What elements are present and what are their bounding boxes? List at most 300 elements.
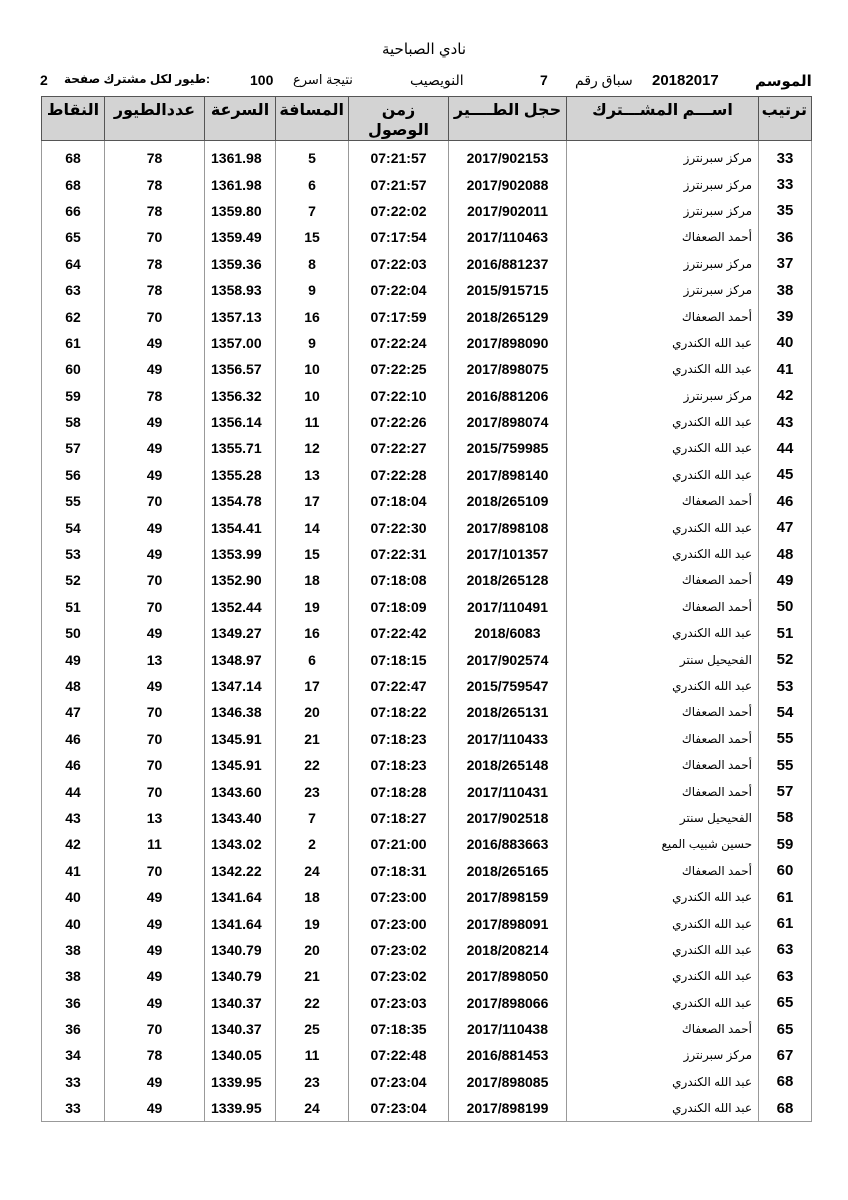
cell-ring-number: 2017/898074 — [449, 409, 567, 435]
cell-distance: 10 — [276, 356, 349, 382]
table-row — [42, 171, 812, 197]
cell-rank: 63 — [759, 937, 812, 963]
cell-arrival-time: 07:18:27 — [349, 805, 449, 831]
cell-speed: 1341.64 — [205, 910, 276, 936]
cell-ring-number: 2017/898075 — [449, 356, 567, 382]
cell-participant-name: مركز سبرنترز — [567, 1042, 759, 1068]
cell-points: 46 — [42, 726, 105, 752]
cell-speed: 1343.60 — [205, 778, 276, 804]
table-row — [42, 646, 812, 672]
cell-distance: 18 — [276, 884, 349, 910]
cell-distance: 2 — [276, 831, 349, 857]
cell-speed: 1361.98 — [205, 171, 276, 197]
cell-bird-count: 49 — [105, 910, 205, 936]
cell-bird-count: 49 — [105, 1069, 205, 1095]
cell-distance: 7 — [276, 198, 349, 224]
cell-rank: 68 — [759, 1095, 812, 1122]
cell-points: 48 — [42, 673, 105, 699]
cell-points: 58 — [42, 409, 105, 435]
cell-distance: 17 — [276, 488, 349, 514]
cell-participant-name: عبد الله الكندري — [567, 1095, 759, 1122]
cell-participant-name: عبد الله الكندري — [567, 937, 759, 963]
cell-speed: 1339.95 — [205, 1095, 276, 1122]
cell-ring-number: 2018/6083 — [449, 620, 567, 646]
cell-ring-number: 2017/902153 — [449, 145, 567, 171]
cell-rank: 35 — [759, 198, 812, 224]
table-row — [42, 752, 812, 778]
cell-speed: 1359.80 — [205, 198, 276, 224]
table-row — [42, 251, 812, 277]
cell-arrival-time: 07:22:02 — [349, 198, 449, 224]
cell-bird-count: 49 — [105, 937, 205, 963]
cell-speed: 1342.22 — [205, 858, 276, 884]
cell-participant-name: عبد الله الكندري — [567, 409, 759, 435]
cell-participant-name: أحمد الصعفاك — [567, 303, 759, 329]
cell-distance: 17 — [276, 673, 349, 699]
results-body — [42, 145, 812, 1122]
cell-distance: 15 — [276, 224, 349, 250]
table-row — [42, 488, 812, 514]
cell-rank: 67 — [759, 1042, 812, 1068]
cell-distance: 22 — [276, 990, 349, 1016]
cell-arrival-time: 07:22:26 — [349, 409, 449, 435]
cell-distance: 19 — [276, 594, 349, 620]
cell-points: 60 — [42, 356, 105, 382]
table-row — [42, 858, 812, 884]
cell-ring-number: 2017/110433 — [449, 726, 567, 752]
cell-bird-count: 70 — [105, 567, 205, 593]
cell-ring-number: 2017/898199 — [449, 1095, 567, 1122]
cell-speed: 1354.41 — [205, 514, 276, 540]
cell-rank: 36 — [759, 224, 812, 250]
cell-arrival-time: 07:21:57 — [349, 145, 449, 171]
cell-bird-count: 70 — [105, 594, 205, 620]
cell-arrival-time: 07:23:00 — [349, 910, 449, 936]
cell-arrival-time: 07:18:15 — [349, 646, 449, 672]
cell-points: 51 — [42, 594, 105, 620]
cell-participant-name: مركز سبرنترز — [567, 251, 759, 277]
cell-ring-number: 2017/898108 — [449, 514, 567, 540]
cell-bird-count: 70 — [105, 726, 205, 752]
cell-speed: 1345.91 — [205, 726, 276, 752]
cell-arrival-time: 07:18:23 — [349, 726, 449, 752]
cell-speed: 1356.32 — [205, 383, 276, 409]
cell-ring-number: 2015/759547 — [449, 673, 567, 699]
cell-participant-name: عبد الله الكندري — [567, 1069, 759, 1095]
cell-ring-number: 2017/902088 — [449, 171, 567, 197]
cell-arrival-time: 07:22:24 — [349, 330, 449, 356]
cell-speed: 1354.78 — [205, 488, 276, 514]
cell-ring-number: 2017/902574 — [449, 646, 567, 672]
cell-distance: 5 — [276, 145, 349, 171]
cell-ring-number: 2017/110491 — [449, 594, 567, 620]
cell-distance: 21 — [276, 726, 349, 752]
cell-distance: 9 — [276, 277, 349, 303]
cell-speed: 1343.02 — [205, 831, 276, 857]
cell-bird-count: 70 — [105, 699, 205, 725]
table-row — [42, 567, 812, 593]
cell-arrival-time: 07:18:04 — [349, 488, 449, 514]
cell-distance: 23 — [276, 1069, 349, 1095]
cell-distance: 16 — [276, 620, 349, 646]
cell-bird-count: 11 — [105, 831, 205, 857]
table-row — [42, 224, 812, 250]
cell-ring-number: 2015/915715 — [449, 277, 567, 303]
cell-speed: 1359.36 — [205, 251, 276, 277]
cell-points: 65 — [42, 224, 105, 250]
cell-arrival-time: 07:22:27 — [349, 435, 449, 461]
table-row — [42, 1016, 812, 1042]
season-label: الموسم — [755, 73, 812, 90]
cell-bird-count: 49 — [105, 963, 205, 989]
cell-participant-name: عبد الله الكندري — [567, 963, 759, 989]
cell-participant-name: مركز سبرنترز — [567, 277, 759, 303]
cell-participant-name: أحمد الصعفاك — [567, 778, 759, 804]
cell-distance: 15 — [276, 541, 349, 567]
table-row — [42, 884, 812, 910]
cell-rank: 55 — [759, 752, 812, 778]
cell-rank: 65 — [759, 990, 812, 1016]
header-ring: حجل الطــــير — [449, 97, 567, 141]
cell-speed: 1340.05 — [205, 1042, 276, 1068]
cell-ring-number: 2018/265148 — [449, 752, 567, 778]
cell-speed: 1358.93 — [205, 277, 276, 303]
cell-ring-number: 2017/898140 — [449, 462, 567, 488]
cell-bird-count: 49 — [105, 541, 205, 567]
table-row — [42, 831, 812, 857]
cell-bird-count: 70 — [105, 778, 205, 804]
race-number: 7 — [540, 72, 548, 88]
cell-ring-number: 2017/898091 — [449, 910, 567, 936]
cell-points: 38 — [42, 937, 105, 963]
cell-participant-name: مركز سبرنترز — [567, 145, 759, 171]
cell-arrival-time: 07:22:25 — [349, 356, 449, 382]
cell-participant-name: الفحيحيل سنتر — [567, 646, 759, 672]
cell-distance: 20 — [276, 937, 349, 963]
cell-points: 61 — [42, 330, 105, 356]
cell-bird-count: 78 — [105, 251, 205, 277]
cell-arrival-time: 07:22:48 — [349, 1042, 449, 1068]
per-page-label: طيور لكل مشترك صفحة: — [64, 72, 210, 86]
cell-arrival-time: 07:22:31 — [349, 541, 449, 567]
results-table — [41, 96, 812, 1122]
cell-points: 52 — [42, 567, 105, 593]
cell-speed: 1353.99 — [205, 541, 276, 567]
cell-rank: 68 — [759, 1069, 812, 1095]
cell-points: 50 — [42, 620, 105, 646]
cell-ring-number: 2018/208214 — [449, 937, 567, 963]
cell-participant-name: مركز سبرنترز — [567, 383, 759, 409]
cell-distance: 11 — [276, 1042, 349, 1068]
cell-bird-count: 49 — [105, 356, 205, 382]
cell-bird-count: 13 — [105, 646, 205, 672]
cell-arrival-time: 07:23:04 — [349, 1095, 449, 1122]
cell-bird-count: 70 — [105, 488, 205, 514]
cell-rank: 45 — [759, 462, 812, 488]
cell-participant-name: مركز سبرنترز — [567, 171, 759, 197]
cell-arrival-time: 07:18:31 — [349, 858, 449, 884]
cell-rank: 52 — [759, 646, 812, 672]
cell-points: 46 — [42, 752, 105, 778]
cell-ring-number: 2016/881206 — [449, 383, 567, 409]
cell-ring-number: 2018/265129 — [449, 303, 567, 329]
cell-speed: 1357.00 — [205, 330, 276, 356]
table-row — [42, 409, 812, 435]
cell-rank: 48 — [759, 541, 812, 567]
cell-rank: 33 — [759, 171, 812, 197]
cell-speed: 1346.38 — [205, 699, 276, 725]
cell-speed: 1357.13 — [205, 303, 276, 329]
cell-participant-name: عبد الله الكندري — [567, 620, 759, 646]
table-row — [42, 620, 812, 646]
cell-ring-number: 2017/110431 — [449, 778, 567, 804]
cell-points: 40 — [42, 910, 105, 936]
cell-rank: 61 — [759, 884, 812, 910]
header-points: النقاط — [42, 97, 105, 141]
cell-arrival-time: 07:21:00 — [349, 831, 449, 857]
header-row — [42, 97, 812, 141]
cell-ring-number: 2018/265109 — [449, 488, 567, 514]
table-row — [42, 383, 812, 409]
cell-arrival-time: 07:22:10 — [349, 383, 449, 409]
cell-speed: 1356.14 — [205, 409, 276, 435]
cell-arrival-time: 07:23:00 — [349, 884, 449, 910]
cell-distance: 24 — [276, 858, 349, 884]
cell-rank: 60 — [759, 858, 812, 884]
cell-distance: 11 — [276, 409, 349, 435]
cell-bird-count: 49 — [105, 514, 205, 540]
cell-points: 66 — [42, 198, 105, 224]
per-page-value: 2 — [40, 72, 48, 88]
cell-rank: 53 — [759, 673, 812, 699]
cell-ring-number: 2018/265128 — [449, 567, 567, 593]
cell-arrival-time: 07:23:02 — [349, 963, 449, 989]
header-rank: ترتيب — [759, 97, 812, 141]
cell-bird-count: 70 — [105, 858, 205, 884]
cell-arrival-time: 07:22:04 — [349, 277, 449, 303]
cell-arrival-time: 07:18:09 — [349, 594, 449, 620]
cell-arrival-time: 07:22:42 — [349, 620, 449, 646]
table-row — [42, 514, 812, 540]
cell-points: 47 — [42, 699, 105, 725]
cell-distance: 16 — [276, 303, 349, 329]
cell-speed: 1352.90 — [205, 567, 276, 593]
cell-rank: 65 — [759, 1016, 812, 1042]
cell-rank: 61 — [759, 910, 812, 936]
cell-rank: 43 — [759, 409, 812, 435]
cell-points: 68 — [42, 171, 105, 197]
table-row — [42, 699, 812, 725]
cell-ring-number: 2015/759985 — [449, 435, 567, 461]
cell-arrival-time: 07:22:28 — [349, 462, 449, 488]
table-row — [42, 145, 812, 171]
cell-distance: 19 — [276, 910, 349, 936]
table-row — [42, 673, 812, 699]
cell-distance: 20 — [276, 699, 349, 725]
cell-bird-count: 13 — [105, 805, 205, 831]
cell-participant-name: عبد الله الكندري — [567, 435, 759, 461]
season-value: 20182017 — [652, 72, 719, 89]
cell-ring-number: 2017/110438 — [449, 1016, 567, 1042]
cell-rank: 63 — [759, 963, 812, 989]
cell-arrival-time: 07:22:47 — [349, 673, 449, 699]
cell-participant-name: أحمد الصعفاك — [567, 858, 759, 884]
cell-points: 36 — [42, 1016, 105, 1042]
cell-rank: 50 — [759, 594, 812, 620]
cell-points: 44 — [42, 778, 105, 804]
cell-bird-count: 78 — [105, 171, 205, 197]
cell-rank: 37 — [759, 251, 812, 277]
race-info-line — [40, 72, 810, 92]
cell-distance: 25 — [276, 1016, 349, 1042]
cell-participant-name: الفحيحيل سنتر — [567, 805, 759, 831]
cell-arrival-time: 07:18:08 — [349, 567, 449, 593]
cell-rank: 58 — [759, 805, 812, 831]
cell-distance: 6 — [276, 171, 349, 197]
cell-speed: 1359.49 — [205, 224, 276, 250]
cell-participant-name: عبد الله الكندري — [567, 990, 759, 1016]
cell-participant-name: حسين شبيب الميع — [567, 831, 759, 857]
cell-rank: 41 — [759, 356, 812, 382]
cell-speed: 1349.27 — [205, 620, 276, 646]
table-row — [42, 805, 812, 831]
cell-ring-number: 2016/881237 — [449, 251, 567, 277]
cell-bird-count: 78 — [105, 277, 205, 303]
table-row — [42, 541, 812, 567]
cell-distance: 10 — [276, 383, 349, 409]
cell-speed: 1341.64 — [205, 884, 276, 910]
cell-speed: 1356.57 — [205, 356, 276, 382]
location: النويصيب — [410, 72, 464, 88]
cell-participant-name: أحمد الصعفاك — [567, 752, 759, 778]
cell-ring-number: 2017/898066 — [449, 990, 567, 1016]
cell-points: 42 — [42, 831, 105, 857]
cell-points: 55 — [42, 488, 105, 514]
header-time: زمن الوصول — [349, 97, 449, 141]
cell-speed: 1340.79 — [205, 963, 276, 989]
cell-arrival-time: 07:18:22 — [349, 699, 449, 725]
result-value: 100 — [250, 72, 274, 88]
cell-points: 49 — [42, 646, 105, 672]
cell-rank: 40 — [759, 330, 812, 356]
cell-rank: 47 — [759, 514, 812, 540]
cell-points: 68 — [42, 145, 105, 171]
cell-participant-name: أحمد الصعفاك — [567, 567, 759, 593]
cell-speed: 1345.91 — [205, 752, 276, 778]
cell-speed: 1348.97 — [205, 646, 276, 672]
cell-distance: 18 — [276, 567, 349, 593]
table-row — [42, 1095, 812, 1122]
cell-ring-number: 2017/101357 — [449, 541, 567, 567]
cell-ring-number: 2017/110463 — [449, 224, 567, 250]
cell-participant-name: عبد الله الكندري — [567, 910, 759, 936]
cell-participant-name: عبد الله الكندري — [567, 356, 759, 382]
cell-arrival-time: 07:22:30 — [349, 514, 449, 540]
cell-distance: 6 — [276, 646, 349, 672]
cell-participant-name: مركز سبرنترز — [567, 198, 759, 224]
cell-ring-number: 2018/265165 — [449, 858, 567, 884]
cell-ring-number: 2017/902011 — [449, 198, 567, 224]
cell-points: 43 — [42, 805, 105, 831]
cell-points: 59 — [42, 383, 105, 409]
cell-distance: 8 — [276, 251, 349, 277]
cell-bird-count: 70 — [105, 224, 205, 250]
cell-distance: 12 — [276, 435, 349, 461]
cell-participant-name: عبد الله الكندري — [567, 884, 759, 910]
cell-ring-number: 2017/898050 — [449, 963, 567, 989]
cell-speed: 1340.37 — [205, 1016, 276, 1042]
cell-distance: 22 — [276, 752, 349, 778]
cell-rank: 33 — [759, 145, 812, 171]
cell-bird-count: 70 — [105, 752, 205, 778]
cell-speed: 1347.14 — [205, 673, 276, 699]
header-speed: السرعة — [205, 97, 276, 141]
cell-points: 38 — [42, 963, 105, 989]
cell-points: 41 — [42, 858, 105, 884]
cell-bird-count: 49 — [105, 884, 205, 910]
cell-points: 63 — [42, 277, 105, 303]
cell-points: 36 — [42, 990, 105, 1016]
cell-rank: 44 — [759, 435, 812, 461]
cell-points: 64 — [42, 251, 105, 277]
cell-arrival-time: 07:22:03 — [349, 251, 449, 277]
table-row — [42, 1042, 812, 1068]
table-row — [42, 303, 812, 329]
cell-speed: 1343.40 — [205, 805, 276, 831]
result-label: نتيجة اسرع — [293, 72, 353, 87]
cell-ring-number: 2017/902518 — [449, 805, 567, 831]
cell-participant-name: عبد الله الكندري — [567, 673, 759, 699]
cell-bird-count: 78 — [105, 198, 205, 224]
cell-bird-count: 70 — [105, 303, 205, 329]
cell-rank: 49 — [759, 567, 812, 593]
table-row — [42, 778, 812, 804]
table-row — [42, 330, 812, 356]
cell-participant-name: عبد الله الكندري — [567, 330, 759, 356]
cell-arrival-time: 07:23:02 — [349, 937, 449, 963]
cell-bird-count: 49 — [105, 462, 205, 488]
cell-ring-number: 2017/898090 — [449, 330, 567, 356]
cell-points: 57 — [42, 435, 105, 461]
cell-participant-name: أحمد الصعفاك — [567, 224, 759, 250]
cell-arrival-time: 07:18:28 — [349, 778, 449, 804]
cell-distance: 7 — [276, 805, 349, 831]
cell-bird-count: 49 — [105, 620, 205, 646]
cell-arrival-time: 07:23:03 — [349, 990, 449, 1016]
cell-ring-number: 2017/898085 — [449, 1069, 567, 1095]
cell-ring-number: 2018/265131 — [449, 699, 567, 725]
table-row — [42, 462, 812, 488]
header-distance: المسافة — [276, 97, 349, 141]
cell-points: 62 — [42, 303, 105, 329]
cell-rank: 54 — [759, 699, 812, 725]
cell-points: 33 — [42, 1095, 105, 1122]
table-row — [42, 277, 812, 303]
table-row — [42, 198, 812, 224]
cell-participant-name: أحمد الصعفاك — [567, 488, 759, 514]
cell-rank: 39 — [759, 303, 812, 329]
cell-rank: 55 — [759, 726, 812, 752]
page-title: نادي الصباحية — [381, 41, 467, 58]
cell-ring-number: 2016/883663 — [449, 831, 567, 857]
cell-bird-count: 78 — [105, 1042, 205, 1068]
cell-participant-name: عبد الله الكندري — [567, 462, 759, 488]
cell-participant-name: أحمد الصعفاك — [567, 1016, 759, 1042]
cell-ring-number: 2017/898159 — [449, 884, 567, 910]
cell-rank: 38 — [759, 277, 812, 303]
table-row — [42, 1069, 812, 1095]
cell-rank: 59 — [759, 831, 812, 857]
